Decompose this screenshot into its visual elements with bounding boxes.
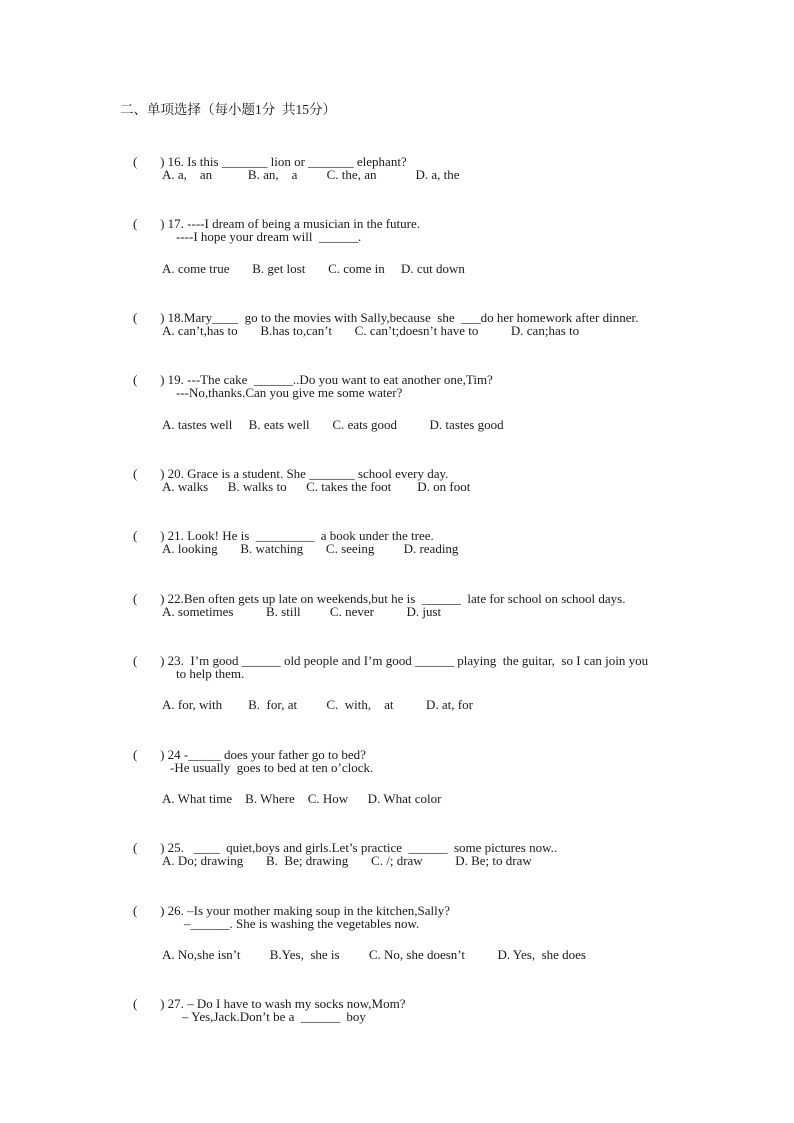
question-stem: ) 19. ---The cake ______..Do you want to eat another one,Tim? (160, 372, 493, 387)
question-stem: ) 18.Mary____ go to the movies with Sally,because she ___do her homework after dinner. (160, 310, 639, 325)
question-stem: ) 16. Is this _______ lion or _______ elephant? (160, 154, 407, 169)
question-23-continuation: to help them. (176, 666, 245, 681)
answer-blank-parens: ( (133, 840, 161, 855)
question-16-options: A. a, an B. an, a C. the, an D. a, the (162, 167, 460, 182)
question-17-options: A. come true B. get lost C. come in D. cut down (162, 261, 465, 276)
answer-blank-parens: ( (133, 154, 161, 169)
answer-blank-parens: ( (133, 903, 161, 918)
question-21-options: A. looking B. watching C. seeing D. reading (162, 541, 459, 556)
question-20-options: A. walks B. walks to C. takes the foot D. on foot (162, 479, 471, 494)
question-stem: ) 20. Grace is a student. She _______ school every day. (160, 466, 449, 481)
question-stem: ) 21. Look! He is _________ a book under the tree. (160, 528, 434, 543)
question-18-options: A. can’t,has to B.has to,can’t C. can’t;doesn’t have to D. can;has to (162, 323, 580, 338)
section-title: 二、单项选择（每小题1分 共15分） (120, 102, 336, 117)
answer-blank-parens: ( (133, 653, 161, 668)
question-17-dialogue: ----I hope your dream will ______. (176, 229, 362, 244)
question-27-dialogue: – Yes,Jack.Don’t be a ______ boy (182, 1009, 366, 1024)
answer-blank-parens: ( (133, 216, 161, 231)
question-stem: ) 24 -_____ does your father go to bed? (160, 747, 366, 762)
question-stem: ) 27. – Do I have to wash my socks now,Mom? (160, 996, 406, 1011)
question-23-options: A. for, with B. for, at C. with, at D. at, for (162, 697, 473, 712)
question-stem: ) 23. I’m good ______ old people and I’m good ______ playing the guitar, so I can join you (160, 653, 649, 668)
answer-blank-parens: ( (133, 466, 161, 481)
question-26-dialogue: –______. She is washing the vegetables now. (184, 916, 420, 931)
question-24-options: A. What time B. Where C. How D. What color (162, 791, 442, 806)
question-26-options: A. No,she isn’t B.Yes, she is C. No, she doesn’t D. Yes, she does (162, 947, 586, 962)
question-25-options: A. Do; drawing B. Be; drawing C. /; draw D. Be; to draw (162, 853, 532, 868)
answer-blank-parens: ( (133, 591, 161, 606)
answer-blank-parens: ( (133, 747, 161, 762)
question-stem: ) 25. ____ quiet,boys and girls.Let’s practice ______ some pictures now.. (160, 840, 558, 855)
answer-blank-parens: ( (133, 310, 161, 325)
question-24-dialogue: -He usually goes to bed at ten o’clock. (170, 760, 374, 775)
answer-blank-parens: ( (133, 372, 161, 387)
question-stem: ) 17. ----I dream of being a musician in the future. (160, 216, 420, 231)
question-22-options: A. sometimes B. still C. never D. just (162, 604, 442, 619)
question-19-options: A. tastes well B. eats well C. eats good D. tastes good (162, 417, 504, 432)
answer-blank-parens: ( (133, 996, 161, 1011)
question-stem: ) 26. –Is your mother making soup in the kitchen,Sally? (160, 903, 451, 918)
question-stem: ) 22.Ben often gets up late on weekends,but he is ______ late for school on school days. (160, 591, 626, 606)
question-19-dialogue: ---No,thanks.Can you give me some water? (176, 385, 403, 400)
answer-blank-parens: ( (133, 528, 161, 543)
